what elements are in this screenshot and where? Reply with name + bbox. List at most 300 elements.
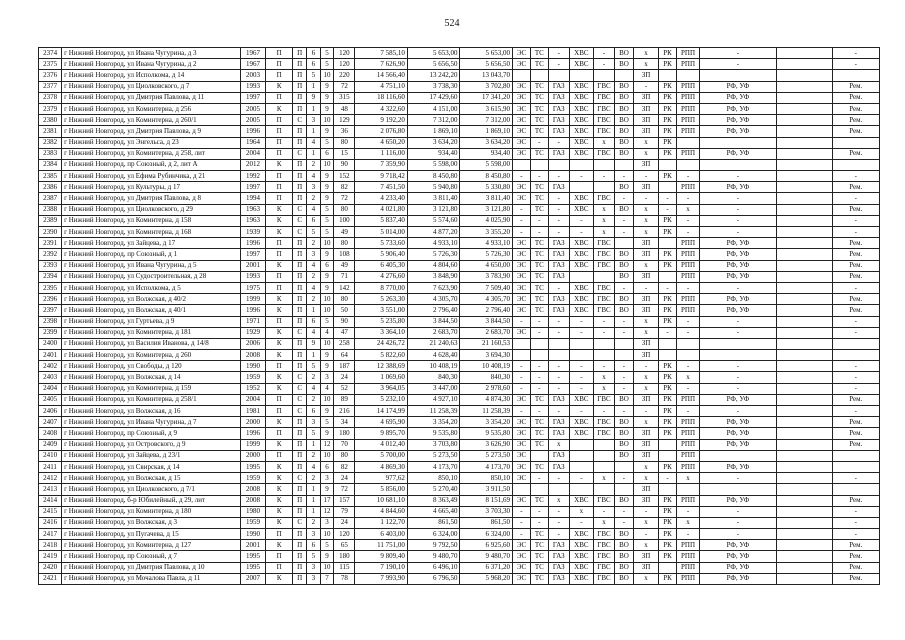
table-cell: - <box>513 171 531 182</box>
table-cell: 2 <box>307 517 321 528</box>
table-cell: РК <box>659 573 677 584</box>
table-cell: РФ, УФ <box>700 148 777 159</box>
table-cell: П <box>266 59 293 70</box>
table-row <box>39 428 880 439</box>
table-cell: ВО <box>614 394 633 405</box>
table-cell: 72 <box>334 193 355 204</box>
table-cell: 1 122,70 <box>355 517 408 528</box>
table-cell: 5 856,00 <box>355 484 408 495</box>
table-cell: ТС <box>530 48 548 59</box>
table-cell: - <box>614 215 633 226</box>
table-cell: - <box>676 171 699 182</box>
table-cell <box>776 573 832 584</box>
table-cell: П <box>266 182 293 193</box>
table-cell: 2417 <box>39 529 62 540</box>
table-cell: Рем. <box>832 182 879 193</box>
table-cell: 2405 <box>39 394 62 405</box>
table-cell: ТС <box>530 126 548 137</box>
table-cell: - <box>548 383 569 394</box>
table-cell: - <box>530 137 548 148</box>
table-cell: 8 363,49 <box>407 495 460 506</box>
table-cell: - <box>548 59 569 70</box>
table-cell: ГАЗ <box>548 551 569 562</box>
table-cell: 9 <box>320 282 334 293</box>
table-cell: 2404 <box>39 383 62 394</box>
table-cell: ХВС <box>569 115 593 126</box>
table-cell: г Нижний Новгород, ул Судостроительная, д 28 <box>62 271 241 282</box>
table-cell: 5 733,60 <box>355 238 408 249</box>
table-cell: 10 <box>320 305 334 316</box>
table-row <box>39 81 880 92</box>
table-cell: - <box>513 215 531 226</box>
table-cell: 2 796,40 <box>460 305 513 316</box>
table-cell: ТС <box>530 148 548 159</box>
table-cell: 9 <box>320 81 334 92</box>
table-cell: ГВС <box>593 417 614 428</box>
table-cell: 1952 <box>240 383 265 394</box>
table-cell: К <box>266 461 293 472</box>
table-cell: 6 925,60 <box>460 540 513 551</box>
table-cell: 3 694,30 <box>460 350 513 361</box>
table-cell: - <box>548 171 569 182</box>
table-cell: 2420 <box>39 562 62 573</box>
table-cell: РПП <box>676 238 699 249</box>
table-cell: 6 <box>320 260 334 271</box>
table-cell <box>776 238 832 249</box>
table-cell <box>569 271 593 282</box>
table-cell: 180 <box>334 551 355 562</box>
table-cell: - <box>569 473 593 484</box>
table-cell: ЭС <box>513 193 531 204</box>
table-cell: г Нижний Новгород, ул Циолковского, д 7/1 <box>62 484 241 495</box>
table-row <box>39 540 880 551</box>
table-cell: РПП <box>676 48 699 59</box>
table-cell: П <box>266 148 293 159</box>
table-cell: ЭС <box>513 327 531 338</box>
table-cell: РПП <box>676 461 699 472</box>
table-cell: 2378 <box>39 92 62 103</box>
table-row <box>39 115 880 126</box>
table-cell: г Нижний Новгород, ул Исполкома, д 14 <box>62 70 241 81</box>
table-cell: ГАЗ <box>548 81 569 92</box>
table-cell <box>700 450 777 461</box>
table-row <box>39 260 880 271</box>
table-cell: РПП <box>676 450 699 461</box>
table-cell: ВО <box>614 305 633 316</box>
table-row <box>39 372 880 383</box>
table-cell <box>614 484 633 495</box>
table-cell: - <box>676 215 699 226</box>
table-cell: ЭС <box>513 271 531 282</box>
table-cell <box>659 182 677 193</box>
table-cell: 5 330,80 <box>460 182 513 193</box>
table-cell: РФ, УФ <box>700 271 777 282</box>
table-cell: ТС <box>530 540 548 551</box>
table-row <box>39 238 880 249</box>
table-cell: г Нижний Новгород, ул Коминтерна, д 258/1 <box>62 394 241 405</box>
table-cell: ЗП <box>633 338 658 349</box>
table-cell: 5 235,80 <box>355 316 408 327</box>
table-cell: - <box>832 517 879 528</box>
table-cell: П <box>293 450 307 461</box>
table-cell: РПП <box>676 182 699 193</box>
table-cell: РК <box>659 115 677 126</box>
table-cell: 34 <box>334 417 355 428</box>
table-cell: 9 895,70 <box>355 428 408 439</box>
table-cell: ВО <box>614 417 633 428</box>
table-cell: 72 <box>334 81 355 92</box>
table-cell: - <box>633 81 658 92</box>
table-cell: 5 <box>320 540 334 551</box>
table-cell: 14 174,99 <box>355 406 408 417</box>
table-cell: х <box>633 148 658 159</box>
table-cell: 861,50 <box>407 517 460 528</box>
table-cell: 2403 <box>39 372 62 383</box>
table-cell: 2415 <box>39 506 62 517</box>
table-cell: ХВС <box>569 103 593 114</box>
table-cell: г Нижний Новгород, ул Волжская, д 15 <box>62 473 241 484</box>
table-row <box>39 383 880 394</box>
table-cell: 2407 <box>39 417 62 428</box>
table-cell: - <box>832 171 879 182</box>
table-cell: 48 <box>334 103 355 114</box>
table-cell: РК <box>659 48 677 59</box>
table-cell: - <box>530 327 548 338</box>
table-cell <box>700 137 777 148</box>
table-cell: П <box>293 126 307 137</box>
table-cell: К <box>266 294 293 305</box>
table-cell: 71 <box>334 271 355 282</box>
table-cell: г Нижний Новгород, пр Союзный, д 1 <box>62 249 241 260</box>
table-cell: 1981 <box>240 406 265 417</box>
table-cell: С <box>293 327 307 338</box>
table-cell: 4 933,10 <box>460 238 513 249</box>
table-cell: 2411 <box>39 461 62 472</box>
table-cell: 5 653,00 <box>407 48 460 59</box>
table-cell: х <box>633 573 658 584</box>
table-cell: - <box>530 506 548 517</box>
table-cell: ТС <box>530 103 548 114</box>
table-cell: РК <box>659 260 677 271</box>
table-cell: г Нижний Новгород, ул Волжская, д 16 <box>62 406 241 417</box>
table-cell: К <box>266 484 293 495</box>
table-cell: 1994 <box>240 193 265 204</box>
table-cell: РФ, УФ <box>700 461 777 472</box>
table-cell: ХВС <box>569 148 593 159</box>
table-cell: - <box>614 193 633 204</box>
table-cell: г Нижний Новгород, ул Мочалова Павла, д 11 <box>62 573 241 584</box>
register-body <box>39 48 880 585</box>
table-cell: - <box>832 327 879 338</box>
table-cell <box>776 372 832 383</box>
table-cell: 47 <box>334 327 355 338</box>
table-cell: 6 405,30 <box>355 260 408 271</box>
table-cell: ЭС <box>513 59 531 70</box>
table-cell: г Нижний Новгород, ул Волжская, д 40/2 <box>62 294 241 305</box>
table-cell: - <box>614 383 633 394</box>
table-cell: РК <box>659 461 677 472</box>
table-row <box>39 338 880 349</box>
table-cell: г Нижний Новгород, ул Коминтерна, д 127 <box>62 540 241 551</box>
table-cell: 3 <box>307 562 321 573</box>
table-cell: ЗП <box>633 249 658 260</box>
table-cell: РФ, УФ <box>700 573 777 584</box>
table-cell: 850,10 <box>407 473 460 484</box>
table-cell <box>776 204 832 215</box>
table-cell <box>676 137 699 148</box>
table-cell: - <box>700 59 777 70</box>
table-cell: ЭС <box>513 126 531 137</box>
table-cell: ГАЗ <box>548 271 569 282</box>
table-cell: г Нижний Новгород, ул Коминтерна, д 158 <box>62 215 241 226</box>
table-cell: 9 <box>320 182 334 193</box>
table-cell: ХВС <box>569 417 593 428</box>
table-cell: П <box>293 92 307 103</box>
table-cell: 80 <box>334 294 355 305</box>
table-cell: 6 371,20 <box>460 562 513 573</box>
table-cell: 11 258,39 <box>407 406 460 417</box>
table-cell: РК <box>659 126 677 137</box>
table-cell: 10 681,10 <box>355 495 408 506</box>
table-cell: ЭС <box>513 81 531 92</box>
table-cell: 1 <box>307 506 321 517</box>
table-cell <box>776 361 832 372</box>
table-cell: г Нижний Новгород, ул Зайцева, д 17 <box>62 238 241 249</box>
table-cell: 1967 <box>240 59 265 70</box>
table-cell: 9 <box>320 350 334 361</box>
table-cell: - <box>700 406 777 417</box>
table-cell: К <box>266 159 293 170</box>
table-cell: - <box>593 327 614 338</box>
table-cell: 8 770,00 <box>355 282 408 293</box>
table-cell <box>569 350 593 361</box>
table-cell <box>530 159 548 170</box>
table-cell: 1 <box>307 350 321 361</box>
table-cell: К <box>266 517 293 528</box>
table-cell: - <box>832 227 879 238</box>
table-cell: 6 496,10 <box>407 562 460 573</box>
table-cell: - <box>700 282 777 293</box>
table-cell: 9 480,70 <box>460 551 513 562</box>
table-cell: 100 <box>334 215 355 226</box>
table-cell <box>569 461 593 472</box>
table-cell: х <box>676 517 699 528</box>
table-cell: 49 <box>334 260 355 271</box>
table-cell: ГВС <box>593 495 614 506</box>
table-cell <box>776 59 832 70</box>
table-cell: ЗП <box>633 182 658 193</box>
table-cell: 2001 <box>240 540 265 551</box>
table-cell: Рем. <box>832 81 879 92</box>
table-cell: П <box>293 529 307 540</box>
table-cell: 72 <box>334 484 355 495</box>
table-row <box>39 316 880 327</box>
table-cell: 2 796,40 <box>407 305 460 316</box>
table-cell: П <box>293 249 307 260</box>
table-cell: - <box>700 529 777 540</box>
table-cell: 2401 <box>39 350 62 361</box>
table-cell: ГВС <box>593 551 614 562</box>
table-cell: С <box>293 215 307 226</box>
table-cell: - <box>700 383 777 394</box>
table-cell: 1996 <box>240 238 265 249</box>
table-cell: 1995 <box>240 461 265 472</box>
table-cell: - <box>569 227 593 238</box>
table-cell: ТС <box>530 417 548 428</box>
table-cell <box>776 171 832 182</box>
table-cell: 152 <box>334 171 355 182</box>
table-cell: - <box>548 406 569 417</box>
table-cell: - <box>676 227 699 238</box>
table-cell: П <box>266 282 293 293</box>
table-cell: РК <box>659 394 677 405</box>
table-cell: 5 598,00 <box>407 159 460 170</box>
table-row <box>39 148 880 159</box>
table-cell: 80 <box>334 238 355 249</box>
table-cell: 5 <box>307 551 321 562</box>
table-cell: 934,40 <box>407 148 460 159</box>
table-row <box>39 350 880 361</box>
table-cell: РФ, УФ <box>700 495 777 506</box>
table-cell <box>569 182 593 193</box>
table-cell: П <box>266 249 293 260</box>
table-cell: х <box>633 316 658 327</box>
table-cell: С <box>293 372 307 383</box>
table-cell: 6 <box>320 461 334 472</box>
table-cell: ЗП <box>633 439 658 450</box>
table-cell: ХВС <box>569 204 593 215</box>
table-cell <box>659 159 677 170</box>
table-row <box>39 70 880 81</box>
table-cell: 5 <box>320 59 334 70</box>
table-cell: 7 451,50 <box>355 182 408 193</box>
table-cell: 9 <box>320 361 334 372</box>
table-cell: ГАЗ <box>548 249 569 260</box>
table-cell: 6 <box>320 148 334 159</box>
table-cell: ЭС <box>513 450 531 461</box>
table-cell: 4 173,70 <box>407 461 460 472</box>
table-cell: 1964 <box>240 137 265 148</box>
table-cell: 17 429,60 <box>407 92 460 103</box>
table-cell: 9 <box>320 249 334 260</box>
table-row <box>39 562 880 573</box>
table-cell: П <box>266 70 293 81</box>
table-cell: 1 869,10 <box>460 126 513 137</box>
table-cell: х <box>633 260 658 271</box>
table-cell: - <box>700 171 777 182</box>
table-cell <box>614 70 633 81</box>
table-cell: 4 <box>307 461 321 472</box>
table-cell: - <box>593 361 614 372</box>
table-cell <box>548 159 569 170</box>
table-cell: 7 <box>320 573 334 584</box>
table-cell: 3 783,90 <box>460 271 513 282</box>
table-cell: 3 626,90 <box>460 439 513 450</box>
table-cell: ЭС <box>513 551 531 562</box>
table-cell: 3 634,20 <box>407 137 460 148</box>
table-cell <box>776 350 832 361</box>
table-cell <box>593 159 614 170</box>
table-cell: 3 <box>307 115 321 126</box>
table-cell: 24 <box>334 473 355 484</box>
table-cell <box>659 238 677 249</box>
table-cell: ГАЗ <box>548 148 569 159</box>
table-cell: 3 <box>307 529 321 540</box>
table-cell: ХВС <box>569 394 593 405</box>
table-row <box>39 171 880 182</box>
table-cell: 3 703,30 <box>460 506 513 517</box>
table-cell <box>659 70 677 81</box>
table-cell: 3 615,90 <box>460 103 513 114</box>
table-cell: - <box>832 506 879 517</box>
table-cell: ГВС <box>593 394 614 405</box>
table-cell: 2 <box>307 159 321 170</box>
table-cell: 1 <box>307 126 321 137</box>
table-cell: г Нижний Новгород, пр Союзный, д 9 <box>62 428 241 439</box>
table-cell: г Нижний Новгород, ул Ивана Чугурина, д 2 <box>62 59 241 70</box>
table-cell: - <box>832 282 879 293</box>
table-cell <box>676 350 699 361</box>
table-cell: ЭС <box>513 282 531 293</box>
table-cell: 7 993,90 <box>355 573 408 584</box>
table-cell: РПП <box>676 305 699 316</box>
table-cell: 120 <box>334 529 355 540</box>
table-cell: - <box>832 215 879 226</box>
table-cell: - <box>569 383 593 394</box>
table-cell: 1997 <box>240 182 265 193</box>
table-cell: - <box>513 204 531 215</box>
table-cell <box>700 70 777 81</box>
table-cell: П <box>293 484 307 495</box>
table-cell: 9 480,70 <box>407 551 460 562</box>
table-cell: 5 653,00 <box>460 48 513 59</box>
table-row <box>39 294 880 305</box>
table-cell: 10 <box>320 338 334 349</box>
table-cell: 80 <box>334 137 355 148</box>
table-cell: РПП <box>676 59 699 70</box>
table-cell: П <box>266 126 293 137</box>
table-cell: 4 927,10 <box>407 394 460 405</box>
table-cell: Рем. <box>832 238 879 249</box>
table-row <box>39 450 880 461</box>
table-cell: - <box>832 529 879 540</box>
table-cell: - <box>659 327 677 338</box>
table-cell: РПП <box>676 103 699 114</box>
table-cell: 6 <box>307 48 321 59</box>
table-cell: 80 <box>334 450 355 461</box>
table-cell: П <box>293 159 307 170</box>
table-cell: 2387 <box>39 193 62 204</box>
table-cell: 2390 <box>39 227 62 238</box>
table-cell: ВО <box>614 59 633 70</box>
table-cell: П <box>266 394 293 405</box>
table-cell: х <box>593 372 614 383</box>
table-cell <box>569 70 593 81</box>
table-cell: 90 <box>334 316 355 327</box>
table-cell: ХВС <box>569 428 593 439</box>
table-cell <box>776 562 832 573</box>
table-cell: 3 964,05 <box>355 383 408 394</box>
table-cell: П <box>266 137 293 148</box>
table-cell: ЭС <box>513 428 531 439</box>
table-cell: 9 535,80 <box>407 428 460 439</box>
table-cell: К <box>266 506 293 517</box>
table-cell: 2409 <box>39 439 62 450</box>
table-row <box>39 506 880 517</box>
table-cell: 4 <box>307 383 321 394</box>
table-cell: - <box>676 316 699 327</box>
table-cell <box>593 450 614 461</box>
